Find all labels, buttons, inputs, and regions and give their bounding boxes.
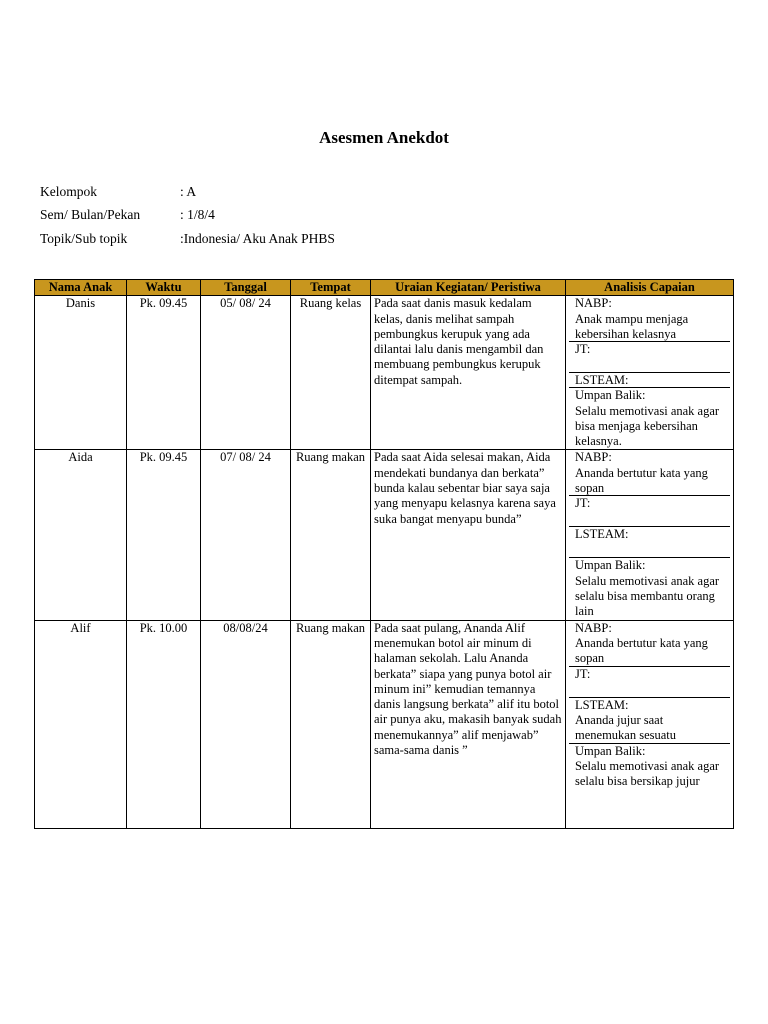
cell-waktu: Pk. 09.45 xyxy=(127,450,201,620)
analisis-lsteam xyxy=(569,373,730,388)
analisis-label: NABP: xyxy=(575,450,612,465)
cell-analisis xyxy=(566,450,734,620)
cell-analisis xyxy=(566,296,734,450)
header-tempat: Tempat xyxy=(291,280,371,296)
analisis-text: Ananda jujur saat menemukan sesuatu xyxy=(575,712,677,743)
info-label-kelompok: Kelompok xyxy=(40,184,97,199)
cell-tempat: Ruang makan xyxy=(291,620,371,828)
cell-analisis xyxy=(566,620,734,828)
analisis-jt: JT: xyxy=(569,667,730,698)
info-value-sem-bulan-pekan: : 1/8/4 xyxy=(180,207,215,222)
analisis-nabp xyxy=(569,450,730,496)
analisis-label: Umpan Balik: xyxy=(575,558,646,573)
analisis-text: Ananda bertutur kata yang sopan xyxy=(575,635,708,666)
info-block xyxy=(40,184,440,254)
cell-nama: Danis xyxy=(35,296,127,450)
table-row xyxy=(35,296,734,450)
cell-uraian: Pada saat danis masuk kedalam kelas, danis melihat sampah pembungkus kerupuk yang ada dilantai lalu danis mengambil dan membuang pembungkus kerupuk ditempat sampah. xyxy=(371,296,566,450)
cell-waktu: Pk. 09.45 xyxy=(127,296,201,450)
analisis-label: LSTEAM: xyxy=(575,527,629,542)
header-nama-anak: Nama Anak xyxy=(35,280,127,296)
table-row xyxy=(35,620,734,828)
analisis-umpan-balik xyxy=(569,558,730,619)
analisis-text: Anak mampu menjaga kebersihan kelasnya xyxy=(575,311,689,341)
analisis-jt: JT: xyxy=(569,496,730,527)
table-row xyxy=(35,450,734,620)
analisis-text: Ananda bertutur kata yang sopan xyxy=(575,465,708,496)
analisis-jt: JT: xyxy=(569,342,730,373)
analisis-lsteam xyxy=(569,698,730,744)
analisis-nabp xyxy=(569,296,730,342)
analisis-umpan-balik xyxy=(569,388,730,449)
page-title: Asesmen Anekdot xyxy=(319,128,449,147)
analisis-label: NABP: xyxy=(575,620,612,635)
cell-tempat: Ruang makan xyxy=(291,450,371,620)
info-value-topik: :Indonesia/ Aku Anak PHBS xyxy=(180,231,335,246)
analisis-text: Selalu memotivasi anak agar bisa menjaga kebersihan kelasnya. xyxy=(575,403,720,449)
analisis-label: LSTEAM: xyxy=(575,697,629,712)
info-label-topik: Topik/Sub topik xyxy=(40,231,128,246)
cell-nama: Aida xyxy=(35,450,127,620)
analisis-label: Umpan Balik: xyxy=(575,743,646,758)
info-value-kelompok: : A xyxy=(180,184,197,199)
header-analisis-capaian: Analisis Capaian xyxy=(566,280,734,296)
table-header-row xyxy=(35,280,734,296)
analisis-text: Selalu memotivasi anak agar selalu bisa membantu orang lain xyxy=(575,573,720,619)
analisis-nabp xyxy=(569,621,730,667)
cell-uraian: Pada saat Aida selesai makan, Aida mendekati bundanya dan berkata” bunda kalau sebentar biar saya saja yang menyapu kelasnya karena saya suka bangat menyapu bunda” xyxy=(371,450,566,620)
analisis-text: Selalu memotivasi anak agar selalu bisa bersikap jujur xyxy=(575,758,720,789)
analisis-lsteam xyxy=(569,527,730,558)
info-label-sem-bulan-pekan: Sem/ Bulan/Pekan xyxy=(40,207,141,222)
analisis-label: Umpan Balik: xyxy=(575,388,646,403)
header-tanggal: Tanggal xyxy=(201,280,291,296)
anekdot-table xyxy=(34,279,734,829)
cell-tanggal: 07/ 08/ 24 xyxy=(201,450,291,620)
cell-tempat: Ruang kelas xyxy=(291,296,371,450)
analisis-label: NABP: xyxy=(575,296,612,311)
cell-nama: Alif xyxy=(35,620,127,828)
cell-uraian: Pada saat pulang, Ananda Alif menemukan botol air minum di halaman sekolah. Lalu Ananda berkata” siapa yang punya botol air minum ini” kemudian temannya danis langsung berkata” alif itu botol air punya aku, makasih banyak sudah menemukannya” alif menjawab” sama-sama danis ” xyxy=(371,620,566,828)
analisis-label: LSTEAM: xyxy=(575,373,629,388)
analisis-umpan-balik xyxy=(569,744,730,790)
cell-tanggal: 05/ 08/ 24 xyxy=(201,296,291,450)
cell-waktu: Pk. 10.00 xyxy=(127,620,201,828)
header-waktu: Waktu xyxy=(127,280,201,296)
cell-tanggal: 08/08/24 xyxy=(201,620,291,828)
header-uraian-kegiatan: Uraian Kegiatan/ Peristiwa xyxy=(371,280,566,296)
